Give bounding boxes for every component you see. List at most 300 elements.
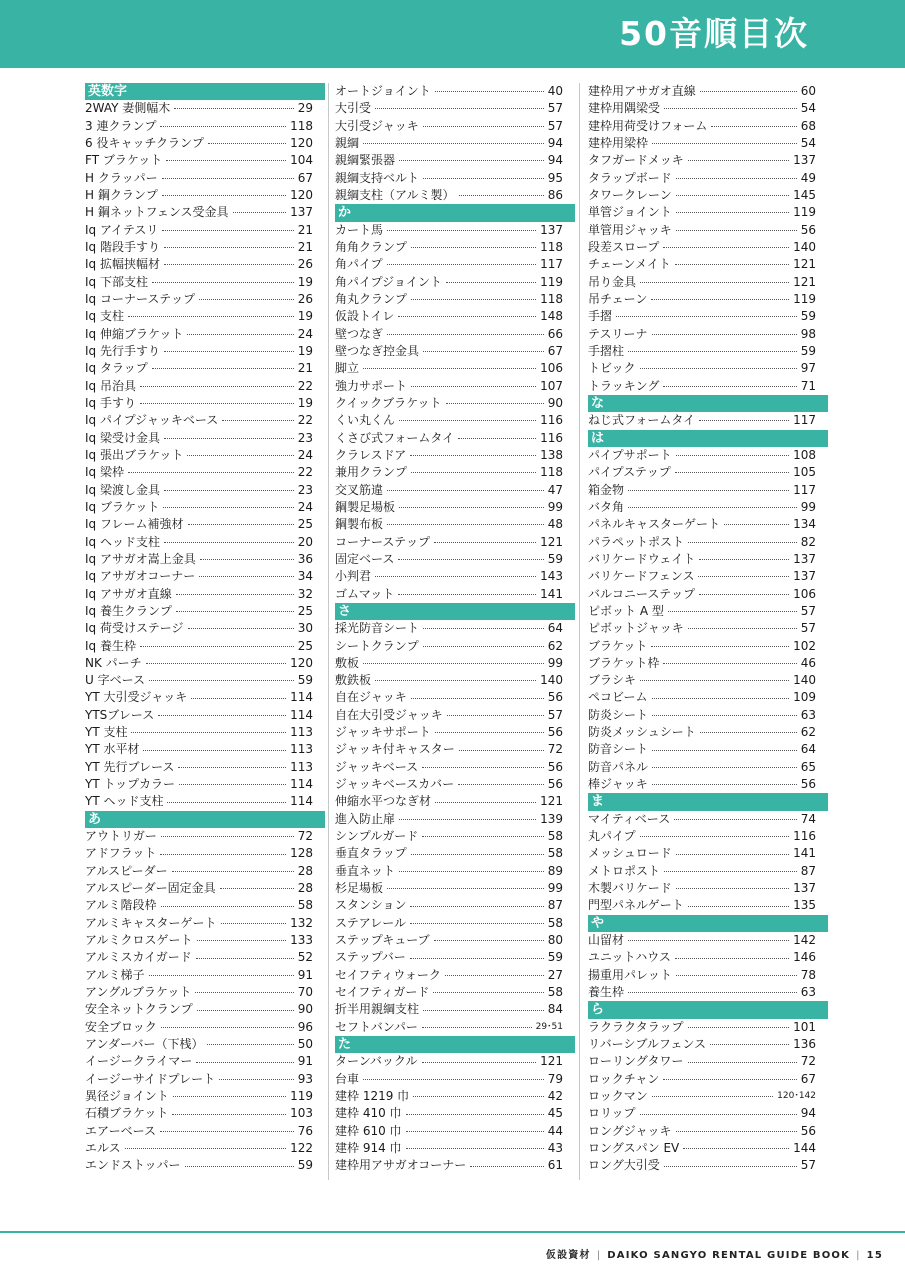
index-entry[interactable] (335, 1019, 575, 1036)
index-entry[interactable] (588, 499, 828, 516)
leader-dots (185, 1166, 294, 1167)
index-entry[interactable] (85, 863, 325, 880)
entry-page-number: 19 (297, 395, 313, 410)
entry-page-number: 121 (540, 534, 563, 549)
leader-dots (459, 195, 544, 196)
index-entry[interactable] (85, 274, 325, 291)
index-entry[interactable] (588, 516, 828, 533)
entry-page-number: 63 (800, 707, 816, 722)
entry-name: Iq ブラケット (85, 499, 160, 514)
entry-name: 石積ブラケット (85, 1106, 169, 1121)
leader-dots (164, 351, 294, 352)
index-entry[interactable] (588, 135, 828, 152)
entry-page-number: 26 (297, 291, 313, 306)
index-entry[interactable] (85, 1071, 325, 1088)
entry-page-number: 145 (793, 187, 816, 202)
index-entry[interactable] (588, 845, 828, 862)
index-entry[interactable] (335, 256, 575, 273)
entry-name: 親綱 (335, 135, 360, 150)
entry-name: Iq アサガオ直線 (85, 586, 172, 601)
entry-page-number: 76 (297, 1123, 313, 1138)
index-entry[interactable] (588, 222, 828, 239)
leader-dots (199, 299, 294, 300)
index-entry[interactable] (85, 638, 325, 655)
entry-page-number: 128 (290, 846, 313, 861)
page-number: 15 (866, 1250, 883, 1261)
index-entry[interactable] (588, 100, 828, 117)
entry-name: 単管用ジャッキ (588, 222, 672, 237)
index-entry[interactable] (85, 100, 325, 117)
index-entry[interactable] (588, 1088, 828, 1105)
index-entry[interactable] (588, 984, 828, 1001)
index-entry[interactable] (85, 1105, 325, 1122)
index-entry[interactable] (335, 897, 575, 914)
index-entry[interactable] (85, 586, 325, 603)
entry-page-number: 108 (793, 447, 816, 462)
entry-name: クイックブラケット (335, 395, 442, 410)
index-entry[interactable] (85, 880, 325, 897)
index-entry[interactable] (85, 1053, 325, 1070)
entry-name: 小判君 (335, 569, 372, 584)
index-entry[interactable] (335, 811, 575, 828)
index-entry[interactable] (335, 568, 575, 585)
index-entry[interactable] (85, 291, 325, 308)
index-entry[interactable] (588, 586, 828, 603)
leader-dots (422, 1062, 537, 1063)
index-column-1 (85, 83, 325, 1175)
index-entry[interactable] (335, 152, 575, 169)
entry-name: U 字ベース (85, 673, 145, 688)
index-entry[interactable] (85, 603, 325, 620)
leader-dots (683, 1148, 789, 1149)
leader-dots (199, 576, 293, 577)
entry-page-number: 26 (297, 257, 313, 272)
index-entry[interactable] (85, 1019, 325, 1036)
section-header: 英数字 (85, 83, 325, 100)
index-entry[interactable] (335, 135, 575, 152)
index-entry[interactable] (335, 915, 575, 932)
index-entry[interactable] (85, 915, 325, 932)
index-entry[interactable] (588, 655, 828, 672)
index-entry[interactable] (335, 759, 575, 776)
entry-page-number: 66 (547, 326, 563, 341)
index-entry[interactable] (85, 222, 325, 239)
entry-name: ジャッキ付キャスター (335, 742, 455, 757)
index-entry[interactable] (335, 395, 575, 412)
index-entry[interactable] (85, 1088, 325, 1105)
index-entry[interactable] (335, 274, 575, 291)
entry-page-number: 119 (793, 291, 816, 306)
entry-page-number: 24 (297, 447, 313, 462)
index-entry[interactable] (588, 638, 828, 655)
leader-dots (363, 663, 544, 664)
index-entry[interactable] (335, 620, 575, 637)
entry-page-number: 137 (793, 551, 816, 566)
index-entry[interactable] (588, 274, 828, 291)
index-entry[interactable] (85, 568, 325, 585)
index-entry[interactable] (335, 239, 575, 256)
index-entry[interactable] (588, 170, 828, 187)
index-entry[interactable] (588, 83, 828, 100)
index-entry[interactable] (335, 586, 575, 603)
index-entry[interactable] (85, 828, 325, 845)
entry-page-number: 58 (297, 898, 313, 913)
leader-dots (191, 698, 286, 699)
index-entry[interactable] (588, 568, 828, 585)
index-entry[interactable] (85, 741, 325, 758)
entry-page-number: 49 (800, 170, 816, 185)
index-entry[interactable] (588, 932, 828, 949)
leader-dots (140, 646, 294, 647)
entry-page-number: 136 (793, 1037, 816, 1052)
index-entry[interactable] (85, 170, 325, 187)
index-entry[interactable] (588, 326, 828, 343)
leader-dots (164, 264, 294, 265)
entry-name: Iq アイテスリ (85, 222, 159, 237)
index-entry[interactable] (85, 464, 325, 481)
index-entry[interactable] (85, 447, 325, 464)
index-entry[interactable] (588, 534, 828, 551)
entry-name: 自在大引受ジャッキ (335, 707, 443, 722)
index-entry[interactable] (85, 551, 325, 568)
index-entry[interactable] (588, 551, 828, 568)
leader-dots (423, 628, 544, 629)
index-entry[interactable] (335, 655, 575, 672)
index-column-2 (335, 83, 575, 1175)
entry-name: Iq コーナーステップ (85, 291, 196, 306)
entry-page-number: 28 (297, 881, 313, 896)
index-entry[interactable] (588, 603, 828, 620)
index-entry[interactable] (588, 1053, 828, 1070)
entry-page-number: 82 (800, 534, 816, 549)
entry-page-number: 99 (547, 499, 563, 514)
entry-page-number: 30 (297, 621, 313, 636)
entry-page-number: 58 (547, 846, 563, 861)
leader-dots (651, 646, 789, 647)
index-entry[interactable] (85, 707, 325, 724)
index-entry[interactable] (85, 239, 325, 256)
leader-dots (172, 1114, 286, 1115)
entry-name: 安全ブロック (85, 1019, 157, 1034)
index-entry[interactable] (85, 326, 325, 343)
index-entry[interactable] (588, 811, 828, 828)
index-entry[interactable] (85, 1123, 325, 1140)
index-entry[interactable] (85, 516, 325, 533)
index-entry[interactable] (588, 343, 828, 360)
index-entry[interactable] (85, 845, 325, 862)
index-entry[interactable] (85, 932, 325, 949)
entry-name: コーナーステップ (335, 534, 431, 549)
index-entry[interactable] (335, 551, 575, 568)
index-entry[interactable] (588, 776, 828, 793)
index-entry[interactable] (85, 672, 325, 689)
index-entry[interactable] (335, 689, 575, 706)
entry-page-number: 67 (297, 170, 313, 185)
index-entry[interactable] (335, 984, 575, 1001)
index-entry[interactable] (588, 724, 828, 741)
entry-page-number: 62 (800, 725, 816, 740)
column-divider (328, 83, 329, 1180)
leader-dots (422, 767, 544, 768)
index-entry[interactable] (85, 378, 325, 395)
index-entry[interactable] (335, 724, 575, 741)
entry-page-number: 21 (297, 239, 313, 254)
index-entry[interactable] (588, 863, 828, 880)
index-entry[interactable] (335, 222, 575, 239)
index-entry[interactable] (85, 655, 325, 672)
index-entry[interactable] (335, 291, 575, 308)
index-entry[interactable] (588, 118, 828, 135)
entry-name: 安全ネットクランプ (85, 1002, 193, 1017)
index-entry[interactable] (588, 239, 828, 256)
index-entry[interactable] (335, 170, 575, 187)
index-entry[interactable] (335, 932, 575, 949)
index-entry[interactable] (335, 793, 575, 810)
index-entry[interactable] (588, 707, 828, 724)
index-entry[interactable] (85, 689, 325, 706)
index-entry[interactable] (335, 880, 575, 897)
index-entry[interactable] (335, 1140, 575, 1157)
index-entry[interactable] (85, 776, 325, 793)
entry-name: ねじ式フォームタイ (588, 413, 696, 428)
index-entry[interactable] (335, 118, 575, 135)
index-entry[interactable] (335, 1105, 575, 1122)
leader-dots (435, 732, 544, 733)
index-entry[interactable] (335, 1123, 575, 1140)
index-entry[interactable] (85, 1001, 325, 1018)
entry-page-number: 87 (800, 863, 816, 878)
index-entry[interactable] (335, 83, 575, 100)
entry-name: タラップボード (588, 170, 672, 185)
entry-page-number: 95 (547, 170, 563, 185)
index-entry[interactable] (85, 1140, 325, 1157)
entry-page-number: 59 (297, 673, 313, 688)
index-entry[interactable] (85, 793, 325, 810)
index-entry[interactable] (588, 152, 828, 169)
index-entry[interactable] (588, 360, 828, 377)
index-entry[interactable] (335, 326, 575, 343)
index-entry[interactable] (335, 845, 575, 862)
index-entry[interactable] (588, 204, 828, 221)
index-entry[interactable] (588, 689, 828, 706)
index-entry[interactable] (335, 1053, 575, 1070)
entry-page-number: 45 (547, 1106, 563, 1121)
index-entry[interactable] (85, 967, 325, 984)
leader-dots (699, 559, 789, 560)
entry-name: YT トップカラー (85, 777, 175, 792)
entry-name: Iq 養生クランプ (85, 603, 172, 618)
index-entry[interactable] (85, 1157, 325, 1174)
index-entry[interactable] (588, 1036, 828, 1053)
index-entry[interactable] (335, 949, 575, 966)
index-entry[interactable] (335, 187, 575, 204)
entry-page-number: 144 (793, 1141, 816, 1156)
entry-page-number: 105 (793, 465, 816, 480)
index-entry[interactable] (588, 949, 828, 966)
leader-dots (470, 1166, 543, 1167)
entry-page-number: 46 (800, 655, 816, 670)
index-entry[interactable] (588, 1140, 828, 1157)
index-entry[interactable] (335, 1071, 575, 1088)
index-entry[interactable] (588, 291, 828, 308)
entry-name: 大引受ジャッキ (335, 118, 419, 133)
entry-page-number: 50 (297, 1037, 313, 1052)
entry-page-number: 29 (297, 101, 313, 116)
index-entry[interactable] (85, 204, 325, 221)
index-entry[interactable] (335, 741, 575, 758)
index-entry[interactable] (588, 967, 828, 984)
index-entry[interactable] (85, 135, 325, 152)
index-entry[interactable] (335, 1157, 575, 1174)
leader-dots (161, 836, 294, 837)
index-entry[interactable] (588, 256, 828, 273)
index-entry[interactable] (335, 499, 575, 516)
index-entry[interactable] (85, 256, 325, 273)
index-entry[interactable] (85, 534, 325, 551)
entry-name: 折半用親綱支柱 (335, 1002, 420, 1017)
index-entry[interactable] (85, 343, 325, 360)
index-entry[interactable] (588, 1123, 828, 1140)
index-entry[interactable] (335, 534, 575, 551)
entry-page-number: 140 (793, 673, 816, 688)
leader-dots (711, 126, 796, 127)
index-entry[interactable] (335, 482, 575, 499)
entry-page-number: 25 (297, 603, 313, 618)
index-entry[interactable] (85, 724, 325, 741)
index-entry[interactable] (85, 187, 325, 204)
entry-name: Iq フレーム補強材 (85, 517, 184, 532)
index-entry[interactable] (335, 776, 575, 793)
entry-name: トビック (588, 361, 636, 376)
index-entry[interactable] (588, 759, 828, 776)
entry-name: タフガードメッキ (588, 153, 684, 168)
leader-dots (664, 108, 797, 109)
index-entry[interactable] (85, 360, 325, 377)
entry-name: 敷鉄板 (335, 673, 372, 688)
entry-name: 進入防止扉 (335, 811, 396, 826)
index-entry[interactable] (588, 1019, 828, 1036)
index-entry[interactable] (588, 187, 828, 204)
entry-name: 段差スロープ (588, 239, 660, 254)
index-entry[interactable] (335, 1001, 575, 1018)
entry-name: 揚重用パレット (588, 967, 672, 982)
entry-name: 養生枠 (588, 985, 625, 1000)
entry-page-number: 60 (800, 84, 816, 98)
entry-name: ロングジャッキ (588, 1123, 672, 1138)
entry-page-number: 22 (297, 413, 313, 428)
index-entry[interactable] (85, 482, 325, 499)
leader-dots (166, 160, 286, 161)
entry-name: 建枠 410 巾 (335, 1106, 402, 1121)
entry-name: 丸パイプ (588, 829, 636, 844)
entry-page-number: 22 (297, 378, 313, 393)
index-entry[interactable] (588, 620, 828, 637)
index-entry[interactable] (85, 152, 325, 169)
entry-page-number: 43 (547, 1141, 563, 1156)
index-entry[interactable] (588, 1105, 828, 1122)
index-entry[interactable] (335, 378, 575, 395)
index-entry[interactable] (588, 308, 828, 325)
footer-separator: | (596, 1250, 602, 1261)
index-entry[interactable] (85, 984, 325, 1001)
index-entry[interactable] (335, 1088, 575, 1105)
index-entry[interactable] (85, 499, 325, 516)
index-entry[interactable] (85, 1036, 325, 1053)
index-entry[interactable] (588, 880, 828, 897)
index-entry[interactable] (85, 118, 325, 135)
leader-dots (663, 1079, 796, 1080)
entry-page-number: 25 (297, 638, 313, 653)
index-entry[interactable] (85, 897, 325, 914)
index-entry[interactable] (335, 343, 575, 360)
index-entry[interactable] (588, 464, 828, 481)
entry-name: ピボットジャッキ (588, 621, 684, 636)
index-entry[interactable] (335, 360, 575, 377)
index-entry[interactable] (335, 828, 575, 845)
entry-page-number: 120 (290, 187, 313, 202)
entry-page-number: 87 (547, 898, 563, 913)
index-entry[interactable] (335, 707, 575, 724)
index-entry[interactable] (85, 430, 325, 447)
index-entry[interactable] (588, 1157, 828, 1174)
entry-page-number: 57 (547, 118, 563, 133)
footer-category: 仮設資材 (545, 1250, 591, 1261)
index-entry[interactable] (335, 967, 575, 984)
entry-name: ジャッキベース (335, 759, 419, 774)
entry-page-number: 24 (297, 499, 313, 514)
index-entry[interactable] (335, 308, 575, 325)
entry-page-number: 102 (793, 638, 816, 653)
index-entry[interactable] (588, 828, 828, 845)
entry-name: Iq 梁渡し金具 (85, 482, 160, 497)
index-entry[interactable] (335, 863, 575, 880)
index-entry[interactable] (335, 412, 575, 429)
index-entry[interactable] (588, 412, 828, 429)
index-entry[interactable] (588, 897, 828, 914)
index-entry[interactable] (588, 672, 828, 689)
index-entry[interactable] (85, 949, 325, 966)
index-entry[interactable] (588, 378, 828, 395)
index-entry[interactable] (85, 395, 325, 412)
index-entry[interactable] (588, 482, 828, 499)
entry-name: チェーンメイト (588, 257, 671, 272)
entry-page-number: 65 (800, 759, 816, 774)
index-entry[interactable] (588, 741, 828, 758)
index-entry[interactable] (335, 638, 575, 655)
index-entry[interactable] (85, 412, 325, 429)
index-entry[interactable] (588, 447, 828, 464)
index-entry[interactable] (335, 516, 575, 533)
entry-page-number: 57 (547, 101, 563, 116)
entry-name: YT 支柱 (85, 725, 128, 740)
leader-dots (664, 1166, 797, 1167)
leader-dots (387, 490, 544, 491)
entry-name: 大引受 (335, 101, 372, 116)
index-entry[interactable] (335, 464, 575, 481)
leader-dots (208, 143, 286, 144)
index-entry[interactable] (85, 308, 325, 325)
entry-name: アルミキャスターゲート (85, 915, 217, 930)
index-entry[interactable] (85, 620, 325, 637)
index-entry[interactable] (335, 430, 575, 447)
index-entry[interactable] (335, 100, 575, 117)
index-entry[interactable] (588, 1071, 828, 1088)
leader-dots (688, 906, 789, 907)
index-entry[interactable] (85, 759, 325, 776)
entry-page-number: 140 (540, 673, 563, 688)
index-entry[interactable] (335, 447, 575, 464)
index-entry[interactable] (335, 672, 575, 689)
